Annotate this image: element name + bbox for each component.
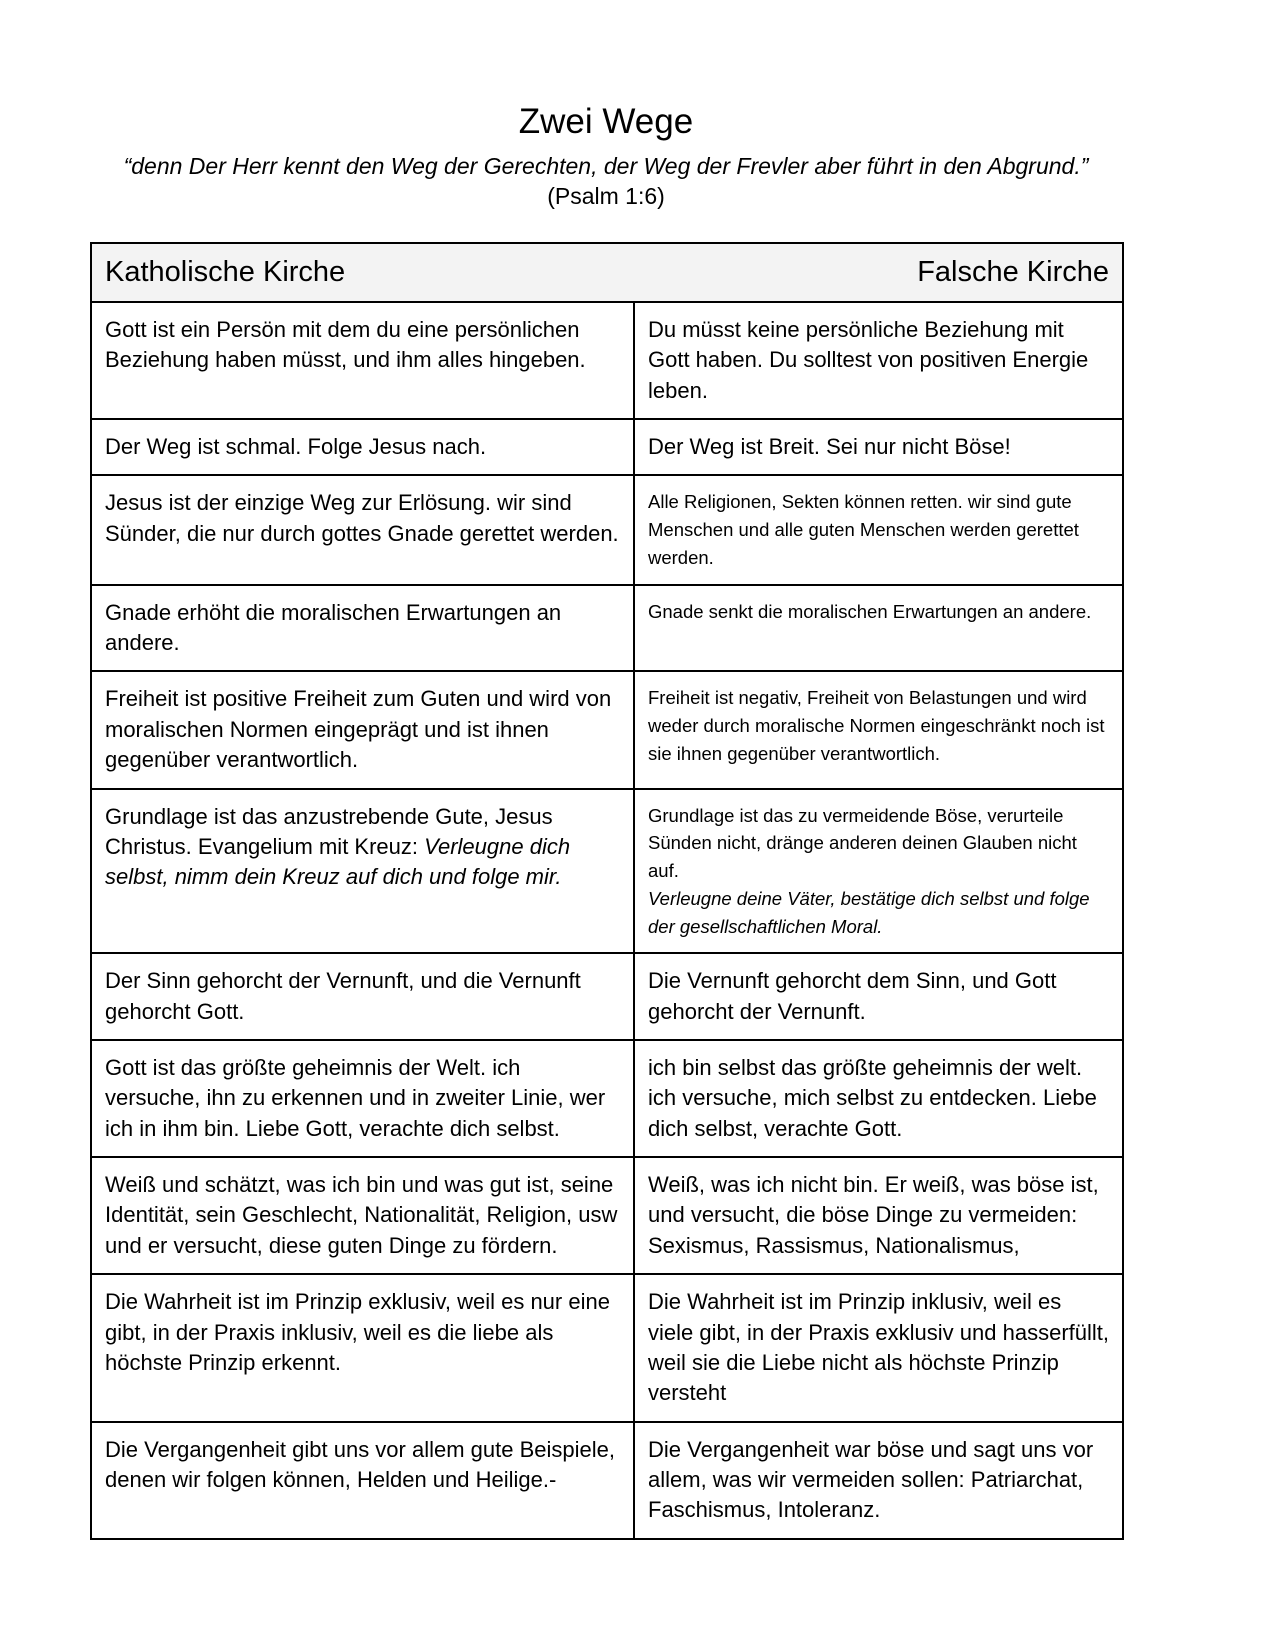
table-row: [91, 585, 1123, 672]
right-cell: Du müsst keine persönliche Beziehung mit Gott haben. Du solltest von positiven Energie leben.: [634, 302, 1123, 419]
left-cell: Gott ist das größte geheimnis der Welt. ich versuche, ihn zu erkennen und in zweiter Linie, wer ich in ihm bin. Liebe Gott, verachte dich selbst.: [91, 1040, 634, 1157]
table-header-flex: [105, 256, 1109, 289]
table-row: [91, 1157, 1123, 1274]
left-cell: Die Wahrheit ist im Prinzip exklusiv, weil es nur eine gibt, in der Praxis inklusiv, weil es die liebe als höchste Prinzip erkennt.: [91, 1274, 634, 1421]
left-cell-italic-text: Verleugne dich selbst, nimm dein Kreuz auf dich und folge mir.: [105, 833, 571, 890]
right-cell: Die Vernunft gehorcht dem Sinn, und Gott gehorcht der Vernunft.: [634, 953, 1123, 1040]
table-row: [91, 302, 1123, 419]
right-cell: ich bin selbst das größte geheimnis der welt. ich versuche, mich selbst zu entdecken. Liebe dich selbst, verachte Gott.: [634, 1040, 1123, 1157]
table-row: [91, 1422, 1123, 1539]
right-cell-text: Grundlage ist das zu vermeidende Böse, verurteile Sünden nicht, dränge anderen deinen Glauben nicht auf.: [648, 804, 1077, 882]
right-cell-italic-text: Verleugne deine Väter, bestätige dich selbst und folge der gesellschaftlichen Moral.: [648, 887, 1090, 937]
left-cell: Weiß und schätzt, was ich bin und was gut ist, seine Identität, sein Geschlecht, Nationalität, Religion, usw und er versucht, diese guten Dinge zu fördern.: [91, 1157, 634, 1274]
right-cell: Die Wahrheit ist im Prinzip inklusiv, weil es viele gibt, in der Praxis exklusiv und hasserfüllt, weil sie die Liebe nicht als höchste Prinzip versteht: [634, 1274, 1123, 1421]
right-cell: Die Vergangenheit war böse und sagt uns vor allem, was wir vermeiden sollen: Patriarchat, Faschismus, Intoleranz.: [634, 1422, 1123, 1539]
table-header-cell: [91, 243, 1123, 302]
table-header-row: [91, 243, 1123, 302]
left-cell: Freiheit ist positive Freiheit zum Guten und wird von moralischen Normen eingeprägt und ist ihnen gegenüber verantwortlich.: [91, 671, 634, 788]
left-cell: Der Sinn gehorcht der Vernunft, und die Vernunft gehorcht Gott.: [91, 953, 634, 1040]
right-cell: Alle Religionen, Sekten können retten. wir sind gute Menschen und alle guten Menschen werden gerettet werden.: [634, 475, 1123, 584]
right-cell: Gnade senkt die moralischen Erwartungen an andere.: [634, 585, 1123, 672]
right-cell: Freiheit ist negativ, Freiheit von Belastungen und wird weder durch moralische Normen eingeschränkt noch ist sie ihnen gegenüber verantwortlich.: [634, 671, 1123, 788]
table-row: [91, 671, 1123, 788]
right-cell: Weiß, was ich nicht bin. Er weiß, was böse ist, und versucht, die böse Dinge zu vermeiden: Sexismus, Rassismus, Nationalismus,: [634, 1157, 1123, 1274]
table-row: [91, 789, 1123, 954]
left-cell: Jesus ist der einzige Weg zur Erlösung. wir sind Sünder, die nur durch gottes Gnade gerettet werden.: [91, 475, 634, 584]
table-row: [91, 953, 1123, 1040]
page-title: Zwei Wege: [518, 102, 694, 141]
header-falsche-kirche: Falsche Kirche: [917, 256, 1109, 289]
left-cell: Die Vergangenheit gibt uns vor allem gute Beispiele, denen wir folgen können, Helden und Heilige.-: [91, 1422, 634, 1539]
left-cell: Der Weg ist schmal. Folge Jesus nach.: [91, 419, 634, 475]
comparison-table: [90, 242, 1124, 1540]
left-cell: [91, 789, 634, 954]
table-row: [91, 419, 1123, 475]
left-cell: Gott ist ein Persön mit dem du eine persönlichen Beziehung haben müsst, und ihm alles hingeben.: [91, 302, 634, 419]
table-row: [91, 1040, 1123, 1157]
left-cell-text: Grundlage ist das anzustrebende Gute, Jesus Christus. Evangelium mit Kreuz:: [105, 803, 553, 859]
scripture-reference: (Psalm 1:6): [547, 183, 665, 210]
table-row: [91, 475, 1123, 584]
table-row: [91, 1274, 1123, 1421]
left-cell: Gnade erhöht die moralischen Erwartungen an andere.: [91, 585, 634, 672]
header-katholische-kirche: Katholische Kirche: [105, 256, 346, 289]
right-cell: Der Weg ist Breit. Sei nur nicht Böse!: [634, 419, 1123, 475]
page-subtitle: “denn Der Herr kennt den Weg der Gerechten, der Weg der Frevler aber führt in den Abgrund.”: [123, 153, 1089, 180]
right-cell: [634, 789, 1123, 954]
